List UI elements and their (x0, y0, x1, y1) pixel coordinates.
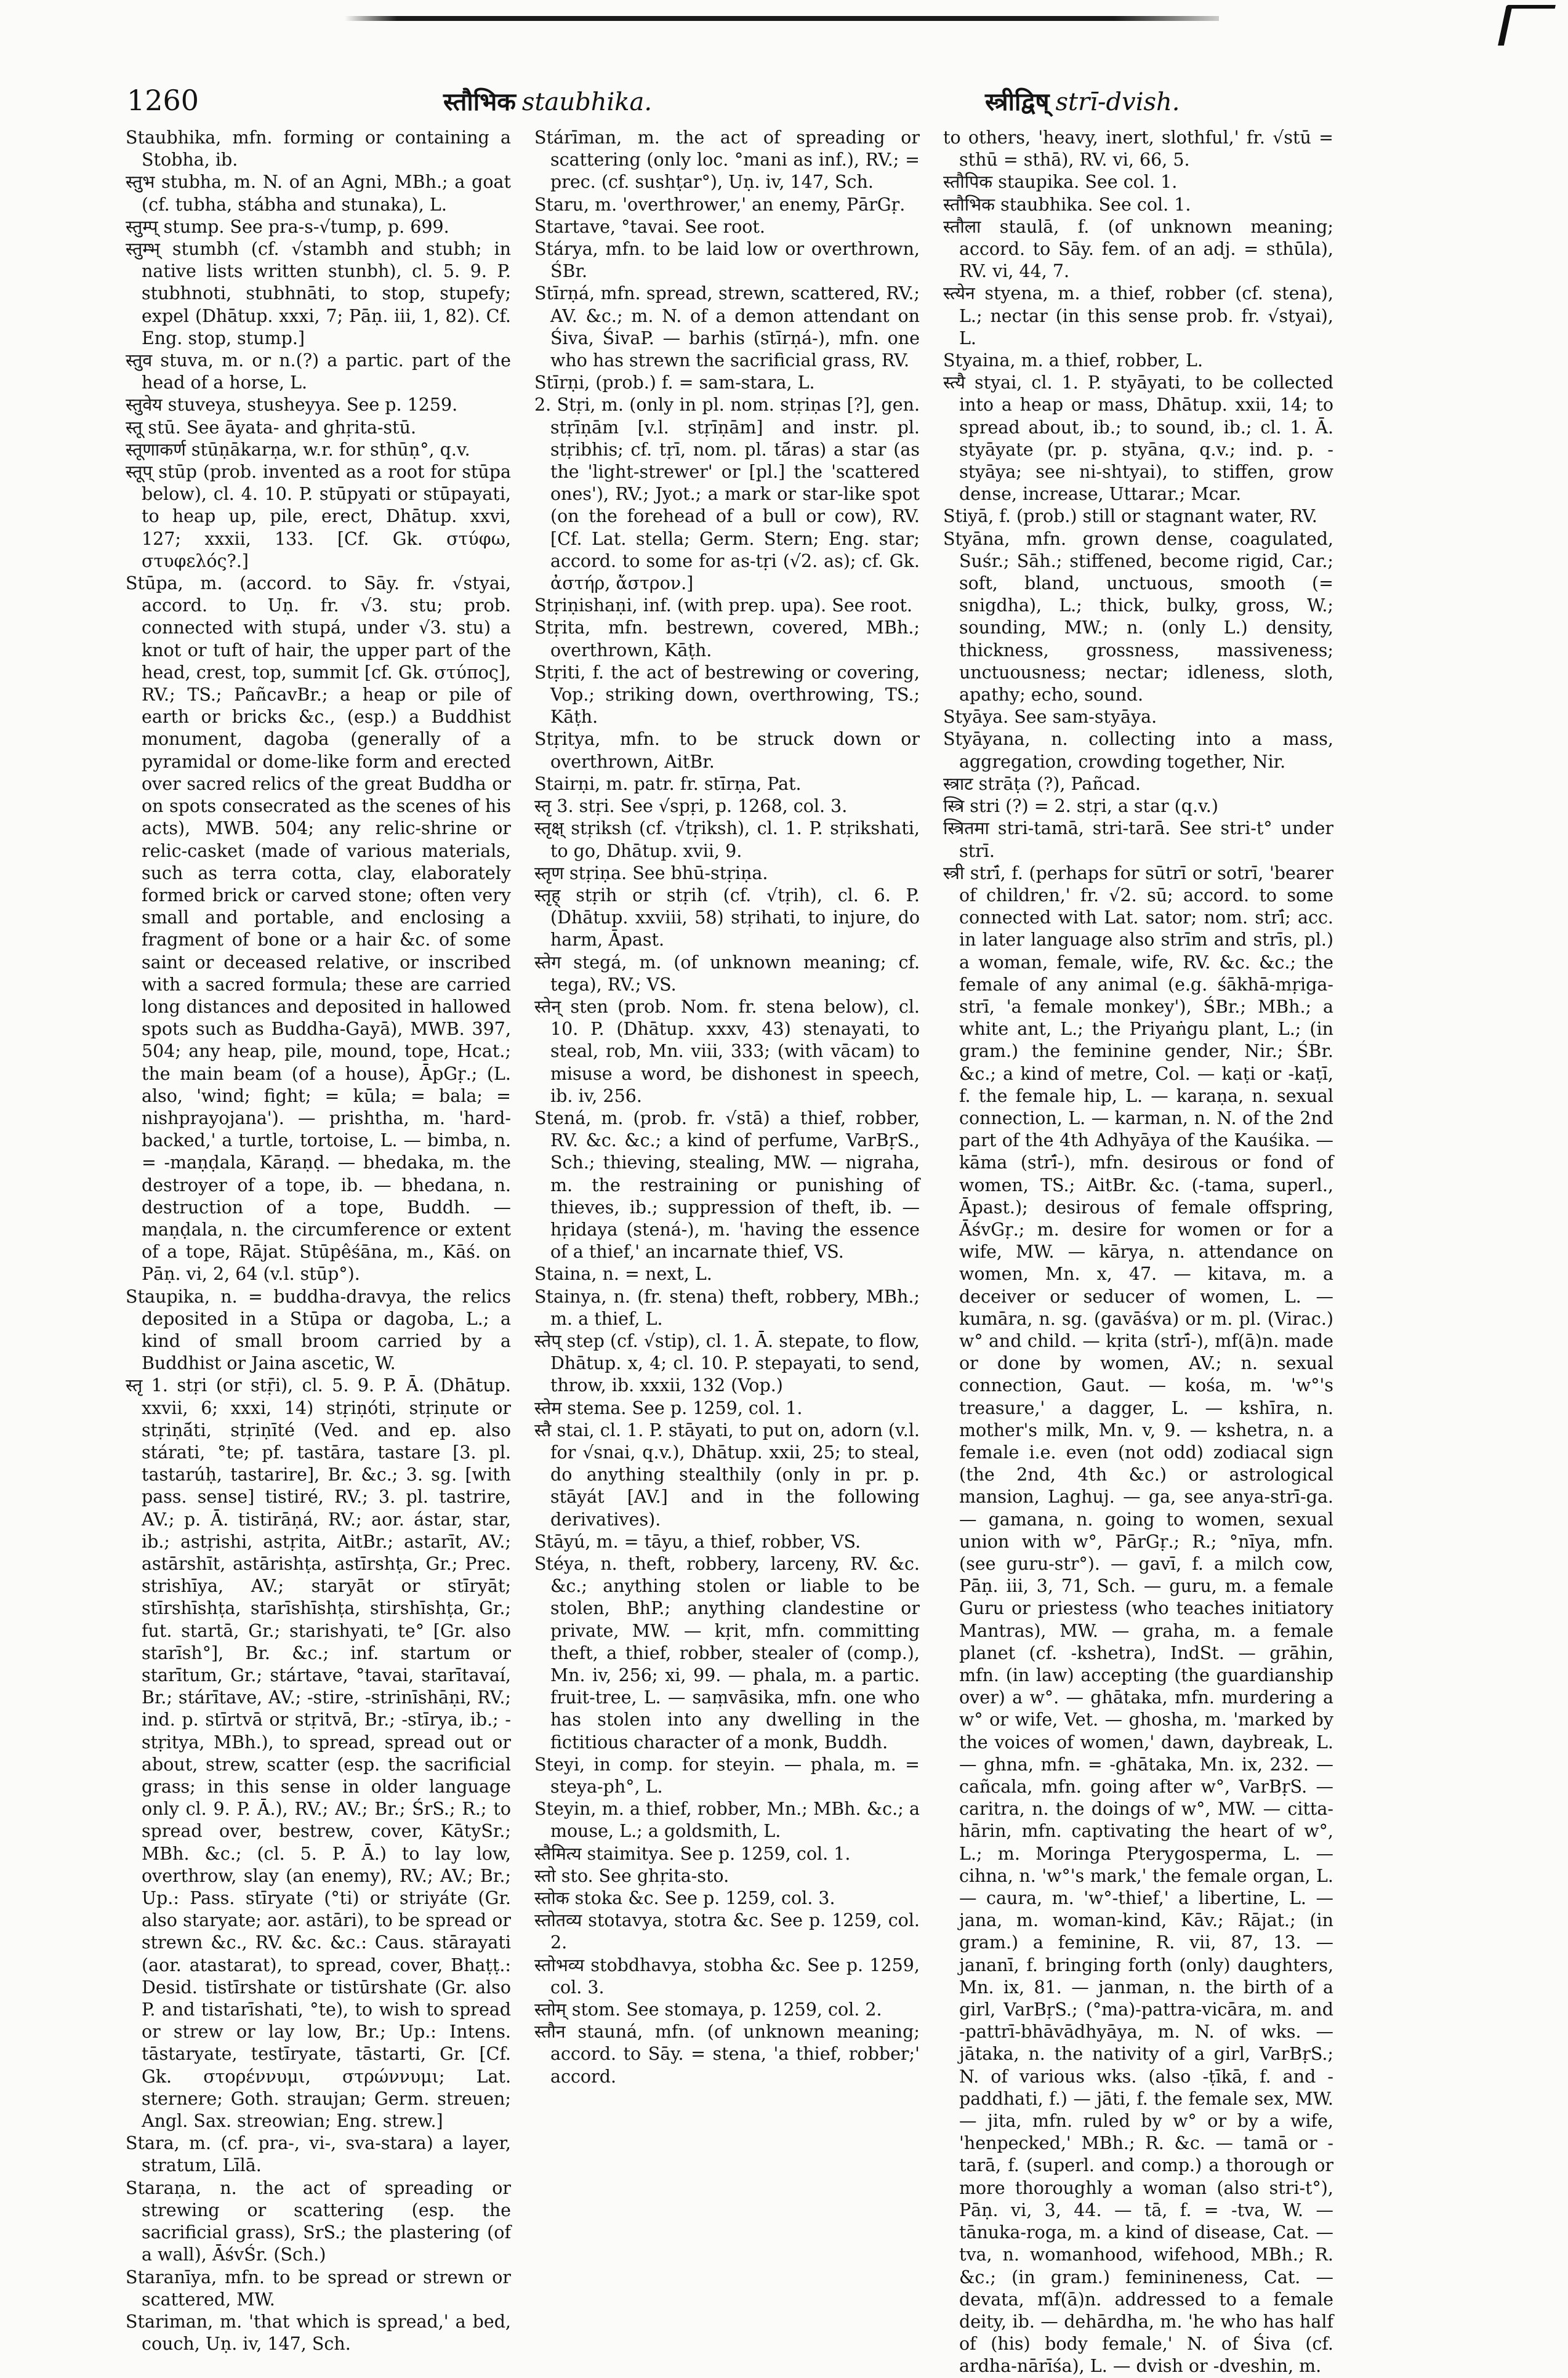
right-headword-devanagari: स्त्रीद्विष् (985, 87, 1050, 116)
dictionary-entry: Stīrṇi, (prob.) f. = sam-stara, L. (534, 372, 815, 393)
dictionary-entry: Stūpa, m. (accord. to Sāy. fr. √styai, accord. to Uṇ. fr. √3. stu; prob. connected with stupá, under √3. stu) a knot or tuft of hair, the upper part of the head, crest, top, summit [cf. Gk. στύπος], RV.; TS.; PañcavBr.; a heap or pile of earth or bricks &c., (esp.) a Buddhist monument, dagoba (generally of a pyramidal or dome-like form and erected over sacred relics of the great Buddha or on spots consecrated as the scenes of his acts), MWB. 504; any relic-shrine or relic-casket (made of various materials, such as terra cotta, clay, elaborately formed brick or carved stone; often very small and portable, and enclosing a fragment of bone or a hair &c. of some saint or deceased relative, or inscribed with a sacred formula; these are carried long distances and deposited in hallowed spots such as Buddha-Gayā), MWB. 397, 504; any heap, pile, mound, tope, Hcat.; the main beam (of a house), ĀpGṛ.; (L. also, 'wind; fight; = kūla; = bala; = nishprayojana'). — prishtha, m. 'hard-backed,' a turtle, tortoise, L. — bimba, n. = -maṇḍala, Kāraṇḍ. — bhedaka, m. the destroyer of a tope, ib. — bhedana, n. destruction of a tope, Buddh. — maṇḍala, n. the circumference or extent of a tope, Rājat. Stūpêśāna, m., Kāś. on Pāṇ. vi, 2, 64 (v.l. stūp°). (126, 573, 511, 1285)
dictionary-entry: Stara, m. (cf. pra-, vi-, sva-stara) a layer, stratum, Līlā. (126, 2133, 511, 2176)
column-3 (943, 127, 1333, 2377)
dictionary-entry: स्तुव stuva, m. or n.(?) a partic. part of the head of a horse, L. (126, 350, 511, 393)
dictionary-entry: Startave, °tavai. See root. (534, 216, 765, 237)
dictionary-entry: स्तृ 3. stṛi. See √spṛi, p. 1268, col. 3. (534, 796, 848, 817)
dictionary-entry: स्तृक्ष् stṛiksh (cf. √tṛiksh), cl. 1. P. stṛikshati, to go, Dhātup. xvii, 9. (534, 818, 920, 861)
dictionary-entry: Stṛitya, mfn. to be struck down or overthrown, AitBr. (534, 729, 920, 772)
dictionary-entry: Styāna, mfn. grown dense, coagulated, Suśr.; Sāh.; stiffened, become rigid, Car.; soft, bland, unctuous, smooth (= snigdha), L.; thick, bulky, gross, W.; sounding, MW.; n. (only L.) density, thickness, grossness, massiveness; unctuousness; nectar; idleness, sloth, apathy; echo, sound. (943, 528, 1333, 705)
dictionary-entry: 2. Stṛi, m. (only in pl. nom. stṛiṇas [?], gen. stṛīṇām [v.l. stṛīṇām] and instr. pl. stṛibhis; cf. tṛī, nom. pl. tā́ras) a star (as the 'light-strewer' or [pl.] the 'scattered ones'), RV.; Jyot.; a mark or star-like spot (on the forehead of a bull or cow), RV. [Cf. Lat. stella; Germ. Stern; Eng. star; accord. to some for as-tṛi (√2. as); cf. Gk. ἀστήρ, ἄστρον.] (534, 395, 920, 594)
dictionary-entry: स्तूणाकर्ण stūṇākarṇa, w.r. for sthūṇ°, q.v. (126, 439, 470, 460)
dictionary-entry: स्तेन् sten (prob. Nom. fr. stena below), cl. 10. P. (Dhātup. xxxv, 43) stenayati, to steal, rob, Mn. viii, 333; (with vācam) to misuse a word, be dishonest in speech, ib. iv, 256. (534, 996, 920, 1106)
dictionary-entry: स्त्यै styai, cl. 1. P. styāyati, to be collected into a heap or mass, Dhātup. xxii, 14; to spread about, ib.; to sound, ib.; cl. 1. Ā. styāyate (pr. p. styāna, q.v.; ind. p. -styāya; see ni-shtyai), to stiffen, grow dense, increase, Uttarar.; Mcar. (943, 372, 1333, 505)
dictionary-entry: स्तौपिक staupika. See col. 1. (943, 172, 1178, 193)
dictionary-entry: स्त्येन styena, m. a thief, robber (cf. stena), L.; nectar (in this sense prob. fr. √styai), L. (943, 283, 1333, 348)
dictionary-entry: Stṛiti, f. the act of bestrewing or covering, Vop.; striking down, overthrowing, TS.; Kāṭh. (534, 662, 920, 728)
dictionary-entry: Stiyā, f. (prob.) still or stagnant water, RV. (943, 506, 1317, 527)
dictionary-entry: स्तुम्प् stump. See pra-s-√tump, p. 699. (126, 216, 449, 237)
dictionary-entry: Steyin, m. a thief, robber, Mn.; MBh. &c.; a mouse, L.; a goldsmith, L. (534, 1799, 920, 1842)
dictionary-entry: स्त्राट strāṭa (?), Pañcad. (943, 773, 1141, 794)
dictionary-entry: स्तोतव्य stotavya, stotra &c. See p. 1259, col. 2. (534, 1910, 920, 1953)
dictionary-entry: Stená, m. (prob. fr. √stā) a thief, robber, RV. &c. &c.; a kind of perfume, VarBṛS., Sch.; thieving, stealing, MW. — nigraha, m. the restraining or punishing of thieves, ib.; suppression of theft, ib. — hṛidaya (stená-), m. 'having the essence of a thief,' an incarnate thief, VS. (534, 1107, 920, 1263)
dictionary-entry: Stīrṇá, mfn. spread, strewn, scattered, RV.; AV. &c.; m. N. of a demon attendant on Śiva, ŚivaP. — barhis (stīrṇá-), mfn. one who has strewn the sacrificial grass, RV. (534, 283, 920, 371)
dictionary-entry: Styāya. See sam-styāya. (943, 707, 1157, 728)
left-running-headword (443, 84, 652, 118)
dictionary-entry: स्त्री strī́, f. (perhaps for sūtrī or sotrī, 'bearer of children,' fr. √2. sū; accord. to some connected with Lat. sator; nom. strī́; acc. in later language also strīm and strīs, pl.) a woman, female, wife, RV. &c. &c.; the female of any animal (e.g. śākhā-mṛiga-strī, 'a female monkey'), ŚBr.; MBh.; a white ant, L.; the Priyaṅgu plant, L.; (in gram.) the feminine gender, Nir.; ŚBr. &c.; a kind of metre, Col. — kaṭi or -kaṭī, f. the female hip, L. — karaṇa, n. sexual connection, L. — karman, n. N. of the 2nd part of the 4th Adhyāya of the Kauśika. — kāma (strī́-), mfn. desirous or fond of women, TS.; AitBr. &c. (-tama, superl., Āpast.); desirous of female offspring, ĀśvGṛ.; m. desire for women or for a wife, MW. — kārya, n. attendance on women, Mn. x, 47. — kitava, m. a deceiver or seducer of women, L. — kumāra, n. sg. (gavāśva) or m. pl. (Virac.) w° and child. — kṛita (strī́-), mf(ā)n. made or done by women, AV.; n. sexual connection, Gaut. — kośa, m. 'w°'s treasure,' a dagger, L. — kshīra, n. mother's milk, Mn. v, 9. — kshetra, n. a female i.e. even (not odd) zodiacal sign (the 2nd, 4th &c.) or astrological mansion, Laghuj. — ga, see anya-strī-ga. — gamana, n. going to women, sexual union with w°, PārGṛ.; R.; °nīya, mfn. (see guru-str°). — gavī, f. a milch cow, Pāṇ. iii, 3, 71, Sch. — guru, m. a female Guru or priestess (who teaches initiatory Mantras), MW. — graha, m. a female planet (cf. -kshetra), IndSt. — grāhin, mfn. (in law) accepting (the guardianship over) a w°. — ghātaka, mfn. murdering a w° or wife, Vet. — ghosha, m. 'marked by the voices of women,' dawn, daybreak, L. — ghna, mfn. = -ghātaka, Mn. ix, 232. — cañcala, mfn. going after w°, VarBṛS. — caritra, n. the doings of w°, MW. — citta-hārin, mfn. captivating the heart of w°, L.; m. Moringa Pterygosperma, L. — cihna, n. 'w°'s mark,' the female organ, L. — caura, m. 'w°-thief,' a libertine, L. — jana, m. woman-kind, Kāv.; Rājat.; (in gram.) a feminine, R. vii, 87, 13. — jananī, f. bringing forth (only) daughters, Mn. ix, 81. — janman, n. the birth of a girl, VarBṛS.; (°ma)-pattra-vicāra, m. and -pattrī-bhāvādhyāya, m. N. of wks. — jātaka, n. the nativity of a girl, VarBṛS.; N. of various wks. (also -ṭīkā, f. and -paddhati, f.) — jāti, f. the female sex, MW. — jita, mfn. ruled by w° or by a wife, 'henpecked,' MBh.; R. &c. — tamā or -tarā, f. (superl. and comp.) a thorough or more thoroughly a woman (also stri-t°), Pāṇ. vi, 3, 44. — tā, f. = -tva, W. — tānuka-roga, m. a kind of disease, Cat. — tva, n. womanhood, wifehood, MBh.; R. &c.; (in gram.) feminineness, Cat. — devata, mf(ā)n. addressed to a female deity, ib. — dehārdha, m. 'he who has half of (his) body female,' N. of Śiva (cf. ardha-nārīśa), L. — dvish or -dveshin, m. (943, 862, 1333, 2377)
left-headword-devanagari: स्तौभिक (443, 87, 516, 116)
dictionary-entry: Staranīya, mfn. to be spread or strewn or scattered, MW. (126, 2267, 511, 2310)
dictionary-entry: Staina, n. = next, L. (534, 1264, 712, 1285)
page-header (0, 79, 1568, 128)
dictionary-entry: स्तुवेय stuveya, stusheyya. See p. 1259. (126, 395, 458, 416)
dictionary-entry: स्तैमित्य staimitya. See p. 1259, col. 1. (534, 1843, 851, 1864)
dictionary-entry: स्तृ 1. stṛi (or stṝi), cl. 5. 9. P. Ā. (Dhātup. xxvii, 6; xxxi, 14) stṛiṇóti, stṛiṇute or stṛiṇā́ti, stṛiṇīté (Ved. and ep. also stárati, °te; pf. tastāra, tastare [3. pl. tastarúḥ, tastarire], Br. &c.; 3. sg. [with pass. sense] tistiré, RV.; 3. pl. tastrire, AV.; p. Ā. tistirāṇá, RV.; aor. ástar, star, ib.; astṛishi, astṛita, AitBr.; astarīt, AV.; astārshīt, astārishṭa, astīrshṭa, Gr.; Prec. strishīya, AV.; staryāt or stīryāt; stīrshīshṭa, starīshīshṭa, stirshīshṭa, Gr.; fut. startā, Gr.; starishyati, te° [Gr. also starīsh°], Br. &c.; inf. startum or starītum, Gr.; stártave, °tavai, starītavaí, Br.; stárītave, AV.; -stire, -strinīshāṇi, RV.; ind. p. stīrtvā or stṛitvā, Br.; -stīrya, ib.; -stṛitya, MBh.), to spread, spread out or about, strew, scatter (esp. the sacrificial grass; in this sense in older language only cl. 9. P. Ā.), RV.; AV.; Br.; ŚrS.; R.; to spread over, bestrew, cover, KātySr.; MBh. &c.; (cl. 5. P. Ā.) to lay low, overthrow, slay (an enemy), RV.; AV.; Br.; Up.: Pass. stīryate (°ti) or striyáte (Gr. also staryate; aor. astāri), to be spread or strewn &c., RV. &c. &c.: Caus. stārayati (aor. atastarat), to spread, cover, Bhaṭṭ.: Desid. tistīrshate or tistūrshate (Gr. also P. and tistarīshati, °te), to wish to spread or strew or lay low, Br.; Up.: Intens. tāstaryate, testīryate, tāstarti, Gr. [Cf. Gk. στορέννυμι, στρώννυμι; Lat. sternere; Goth. straujan; Germ. streuen; Angl. Sax. streowian; Eng. strew.] (126, 1375, 511, 2132)
dictionary-entry: स्तोक stoka &c. See p. 1259, col. 3. (534, 1888, 835, 1909)
dictionary-entry: स्तृण stṛiṇa. See bhū-stṛiṇa. (534, 862, 768, 883)
dictionary-entry: स्तू stū. See āyata- and ghṛita-stū. (126, 417, 417, 438)
dictionary-entry: स्तोम् stom. See stomaya, p. 1259, col. 2. (534, 1999, 882, 2020)
dictionary-entry: स्तेग stegá, m. (of unknown meaning; cf. tega), RV.; VS. (534, 952, 920, 995)
dictionary-entry: Stāyú, m. = tāyu, a thief, robber, VS. (534, 1531, 861, 1552)
dictionary-entry: Staru, m. 'overthrower,' an enemy, PārGṛ. (534, 194, 906, 215)
dictionary-entry: Steyi, in comp. for steyin. — phala, m. = steya-ph°, L. (534, 1754, 920, 1798)
dictionary-entry: Stṛita, mfn. bestrewn, covered, MBh.; overthrown, Kāṭh. (534, 617, 920, 661)
dictionary-entry: Stéya, n. theft, robbery, larceny, RV. &c. &c.; anything stolen or liable to be stolen, BhP.; anything clandestine or private, MW. — kṛit, mfn. committing theft, a thief, robber, stealer of (comp.), Mn. iv, 256; xi, 99. — phala, m. a partic. fruit-tree, L. — saṃvāsika, mfn. one who has stolen into any dwelling in the fictitious character of a monk, Buddh. (534, 1554, 920, 1753)
right-running-headword (985, 84, 1180, 118)
dictionary-entry: स्तोभव्य stobdhavya, stobha &c. See p. 1259, col. 3. (534, 1954, 920, 1998)
page-number: 1260 (127, 84, 199, 117)
page-corner-mark (1498, 5, 1556, 46)
dictionary-entry: Staraṇa, n. the act of spreading or strewing or scattering (esp. the sacrificial grass), SrS.; the plastering (of a wall), ĀśvŚr. (Sch.) (126, 2177, 511, 2265)
right-headword-roman: strī-dvish. (1055, 88, 1180, 116)
page-top-rule (345, 16, 1219, 21)
dictionary-entry: स्तुभ stubha, m. N. of an Agni, MBh.; a goat (cf. tubha, stábha and stunaka), L. (126, 172, 511, 215)
dictionary-entry: स्तौन stauná, mfn. (of unknown meaning; accord. to Sāy. = stena, 'a thief, robber;' accord. (534, 2022, 920, 2087)
dictionary-entry: Staubhika, mfn. forming or containing a Stobha, ib. (126, 127, 511, 171)
dictionary-entry: स्तो sto. See ghṛita-sto. (534, 1865, 730, 1886)
left-headword-roman: staubhika. (521, 88, 653, 116)
dictionary-entry: स्तेप् step (cf. √stip), cl. 1. Ā. stepate, to flow, Dhātup. x, 4; cl. 10. P. stepayati, to send, throw, ib. xxxii, 132 (Vop.) (534, 1330, 920, 1396)
dictionary-entry: Stárya, mfn. to be laid low or overthrown, ŚBr. (534, 239, 920, 282)
dictionary-entry: Staupika, n. = buddha-dravya, the relics deposited in a Stūpa or dagoba, L.; a kind of small broom carried by a Buddhist or Jaina ascetic, W. (126, 1286, 511, 1374)
column-2 (534, 127, 920, 2087)
dictionary-entry: स्तृह् stṛih or stṛih (cf. √tṛih), cl. 6. P. (Dhātup. xxviii, 58) stṛihati, to injure, do harm, Āpast. (534, 885, 920, 950)
dictionary-entry: Styaina, m. a thief, robber, L. (943, 350, 1204, 371)
dictionary-entry: Styāyana, n. collecting into a mass, aggregation, crowding together, Nir. (943, 729, 1333, 772)
dictionary-entry: Stairṇi, m. patr. fr. stīrṇa, Pat. (534, 773, 802, 794)
dictionary-entry: स्त्रि stri (?) = 2. stṛi, a star (q.v.) (943, 796, 1218, 817)
dictionary-entry: स्त्रितमा stri-tamā, stri-tarā. See stri-t° under strī. (943, 818, 1333, 861)
dictionary-entry: स्तौभिक staubhika. See col. 1. (943, 194, 1191, 215)
dictionary-entry: स्तौला staulā, f. (of unknown meaning; accord. to Sāy. fem. of an adj. = sthūla), RV. vi, 44, 7. (943, 216, 1333, 282)
dictionary-entry: स्तूप् stūp (prob. invented as a root for stūpa below), cl. 4. 10. P. stūpyati or stūpayati, to heap up, pile, erect, Dhātup. xxvi, 127; xxxii, 133. [Cf. Gk. στύφω, στυφελός?.] (126, 462, 511, 571)
dictionary-entry: Stárīman, m. the act of spreading or scattering (only loc. °mani as inf.), RV.; = prec. (cf. sushṭar°), Uṇ. iv, 147, Sch. (534, 127, 920, 193)
dictionary-entry: स्तुम्भ् stumbh (cf. √stambh and stubh; in native lists written stunbh), cl. 5. 9. P. stubhnoti, stubhnāti, to stop, stupefy; expel (Dhātup. xxxi, 7; Pāṇ. iii, 1, 82). Cf. Eng. stop, stump.] (126, 239, 511, 348)
dictionary-entry: स्तै stai, cl. 1. P. stāyati, to put on, adorn (v.l. for √snai, q.v.), Dhātup. xxii, 25; to steal, do anything stealthily (only in pr. p. stāyát [AV.] and in the following derivatives). (534, 1420, 920, 1530)
dictionary-entry: to others, 'heavy, inert, slothful,' fr. √stū = sthū = sthā), RV. vi, 66, 5. (943, 127, 1333, 171)
dictionary-entry: Stṛiṇishaṇi, inf. (with prep. upa). See root. (534, 595, 913, 616)
dictionary-entry: स्तेम stema. See p. 1259, col. 1. (534, 1397, 803, 1418)
dictionary-entry: Stariman, m. 'that which is spread,' a bed, couch, Uṇ. iv, 147, Sch. (126, 2311, 511, 2355)
dictionary-entry: Stainya, n. (fr. stena) theft, robbery, MBh.; m. a thief, L. (534, 1286, 920, 1329)
column-1 (126, 127, 511, 2355)
